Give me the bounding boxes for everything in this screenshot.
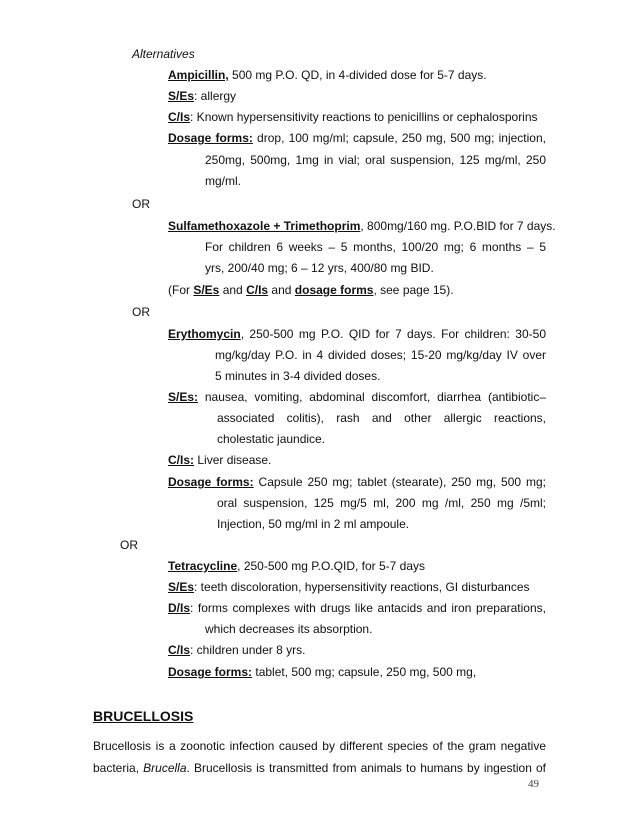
erythromycin-line: Erythomycin, 250-500 mg P.O. QID for 7 days. For children: 30-50: [168, 327, 546, 341]
section-heading: BRUCELLOSIS: [93, 708, 194, 724]
ampicillin-contraindications: C/Is: Known hypersensitivity reactions to penicillins or cephalosporins: [168, 110, 538, 124]
drug-name: Erythomycin: [168, 327, 241, 341]
or-separator: OR: [120, 538, 138, 552]
smx-reference: (For S/Es and C/Is and dosage forms, see page 15).: [168, 283, 454, 297]
tetracycline-side-effects: S/Es: teeth discoloration, hypersensitivity reactions, GI disturbances: [168, 580, 530, 594]
alternatives-label: Alternatives: [132, 47, 195, 61]
or-separator: OR: [132, 197, 150, 211]
smx-line2: For children 6 weeks – 5 months, 100/20 mg; 6 months – 5: [205, 240, 546, 254]
drug-name: Tetracycline: [168, 559, 238, 573]
erythromycin-line2: mg/kg/day P.O. in 4 divided doses; 15-20 mg/kg/day IV over: [215, 348, 546, 362]
ampicillin-dosage-forms: Dosage forms: drop, 100 mg/ml; capsule, 250 mg, 500 mg; injection,: [168, 131, 546, 145]
erythromycin-contraindications: C/Is: Liver disease.: [168, 453, 272, 467]
paragraph-line2: bacteria, Brucella. Brucellosis is transmitted from animals to humans by ingestion of: [93, 761, 547, 775]
ampicillin-dosage-forms-line2: 250mg, 500mg, 1mg in vial; oral suspension, 125 mg/ml, 250: [205, 153, 546, 167]
or-separator: OR: [132, 305, 150, 319]
ampicillin-side-effects: S/Es: allergy: [168, 89, 237, 103]
tetracycline-contraindications: C/Is: children under 8 yrs.: [168, 643, 306, 657]
erythromycin-dosage-forms: Dosage forms: Capsule 250 mg; tablet (stearate), 250 mg, 500 mg;: [168, 475, 546, 489]
ampicillin-dosage-forms-line3: mg/ml.: [205, 174, 241, 188]
tetracycline-drug-interactions-line2: which decreases its absorption.: [205, 622, 373, 636]
erythromycin-dosage-forms-line2: oral suspension, 125 mg/5 ml, 200 mg /ml, 250 mg /5ml;: [217, 496, 546, 510]
erythromycin-side-effects-line2: associated colitis), rash and other allergic reactions,: [217, 411, 546, 425]
erythromycin-side-effects: S/Es: nausea, vomiting, abdominal discomfort, diarrhea (antibiotic–: [168, 390, 546, 404]
tetracycline-dosage-forms: Dosage forms: tablet, 500 mg; capsule, 250 mg, 500 mg,: [168, 665, 477, 679]
tetracycline-drug-interactions: D/Is: forms complexes with drugs like antacids and iron preparations,: [168, 601, 546, 615]
paragraph-line1: Brucellosis is a zoonotic infection caused by different species of the gram negative: [93, 739, 546, 753]
erythromycin-dosage-forms-line3: Injection, 50 mg/ml in 2 ml ampoule.: [217, 517, 410, 531]
drug-name: Sulfamethoxazole + Trimethoprim: [168, 219, 361, 233]
drug-name: Ampicillin,: [168, 68, 229, 82]
smx-line: Sulfamethoxazole + Trimethoprim, 800mg/160 mg. P.O.BID for 7 days.: [168, 219, 556, 233]
tetracycline-line: Tetracycline, 250-500 mg P.O.QID, for 5-7 days: [168, 559, 426, 573]
erythromycin-line3: 5 minutes in 3-4 divided doses.: [215, 369, 381, 383]
erythromycin-side-effects-line3: cholestatic jaundice.: [217, 432, 326, 446]
smx-line3: yrs, 200/40 mg; 6 – 12 yrs, 400/80 mg BID.: [205, 261, 434, 275]
page-number: 49: [528, 778, 539, 790]
ampicillin-line: Ampicillin, 500 mg P.O. QD, in 4-divided dose for 5-7 days.: [168, 68, 487, 82]
